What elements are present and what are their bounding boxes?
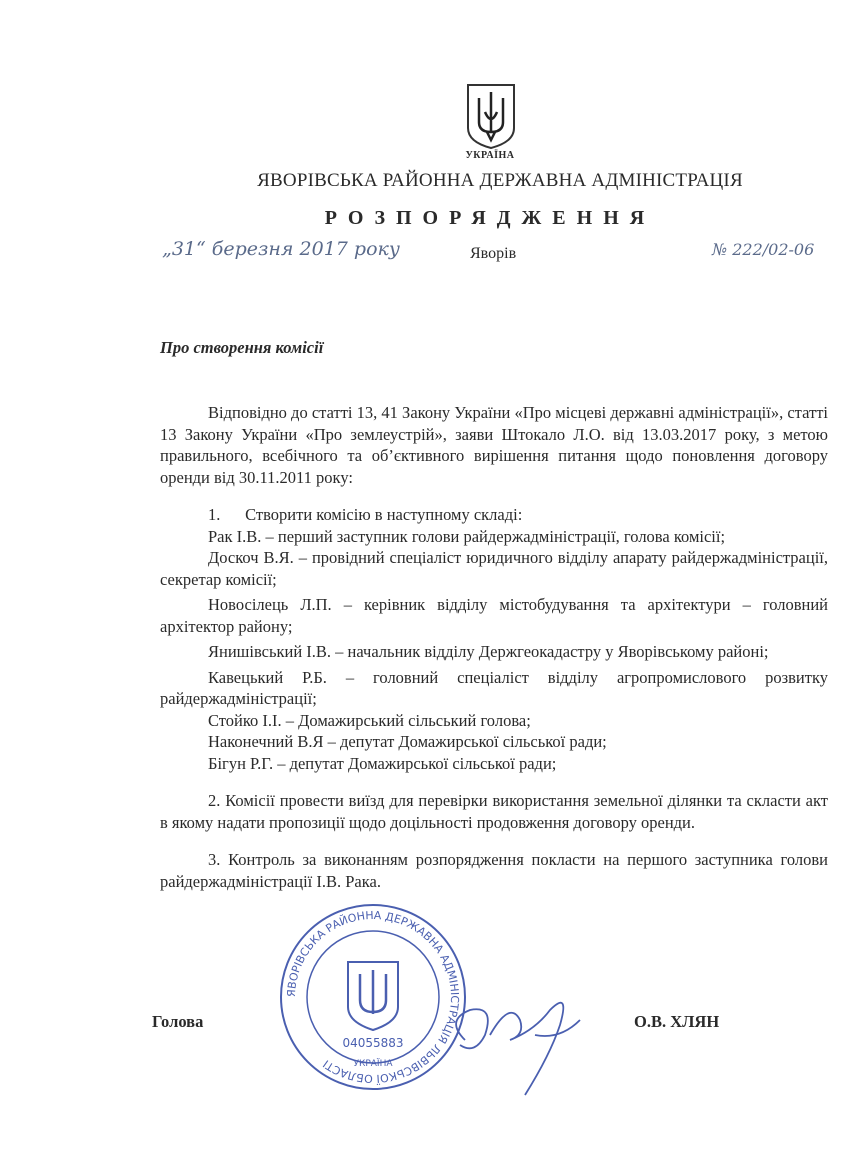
signature-image	[440, 980, 590, 1100]
member: Кавецький Р.Б. – головний спеціаліст відділу агропромислового розвитку райдержадміністрації;	[160, 667, 828, 708]
document-body	[160, 402, 828, 892]
preamble: Відповідно до статті 13, 41 Закону України «Про місцеві державні адміністрації», статті 13 Закону України «Про землеустрій», заяви Штокало Л.О. від 13.03.2017 року, з метою правильного, всебічного та об’єктивного вирішення питання щодо поновлення договору оренди від 30.11.2011 року:	[160, 403, 828, 487]
item-2: 2. Комісії провести виїзд для перевірки використання земельної ділянки та скласти акт в якому надати пропозиції щодо доцільності продовження договору оренди.	[160, 791, 828, 832]
member: Наконечний В.Я – депутат Домажирської сільської ради;	[208, 732, 607, 751]
document-number: № 222/02-06	[712, 240, 815, 259]
member: Янишівський І.В. – начальник відділу Держгеокадастру у Яворівському районі;	[208, 642, 769, 661]
member: Рак І.В. – перший заступник голови райдержадміністрації, голова комісії;	[208, 526, 726, 546]
stamp-country: УКРАЇНА	[353, 1059, 393, 1069]
document-date: „31“ березня 2017 року	[162, 238, 400, 260]
stamp-ring-text: ЯВОРІВСЬКА РАЙОННА ДЕРЖАВНА АДМІНІСТРАЦІЯ ЛЬВІВСЬКОЇ ОБЛАСТІ	[284, 908, 462, 1086]
member: Доскоч В.Я. – провідний спеціаліст юридичного відділу апарату райдержадміністрації, секретар комісії;	[160, 548, 828, 589]
document-city: Яворів	[470, 245, 517, 262]
member: Бігун Р.Г. – депутат Домажирської сільської ради;	[208, 753, 557, 773]
document-type: РОЗПОРЯДЖЕННЯ	[324, 207, 656, 229]
stamp-code: 04055883	[342, 1036, 404, 1050]
country-label: УКРАЇНА	[465, 150, 515, 161]
member: Новосілець Л.П. – керівник відділу містобудування та архітектури – головний архітектор району;	[160, 595, 828, 636]
document-subject: Про створення комісії	[160, 338, 324, 357]
member: Стойко І.І. – Домажирський сільський голова;	[208, 710, 531, 730]
signatory-position: Голова	[152, 1012, 204, 1031]
item-1: 1. Створити комісію в наступному складі:	[208, 505, 523, 524]
signatory-name: О.В. ХЛЯН	[634, 1012, 720, 1031]
item-3: 3. Контроль за виконанням розпорядження покласти на першого заступника голови райдержадміністрації І.В. Рака.	[160, 850, 828, 891]
coat-of-arms-icon	[465, 82, 517, 150]
organization-name: ЯВОРІВСЬКА РАЙОННА ДЕРЖАВНА АДМІНІСТРАЦІЯ	[257, 170, 743, 191]
